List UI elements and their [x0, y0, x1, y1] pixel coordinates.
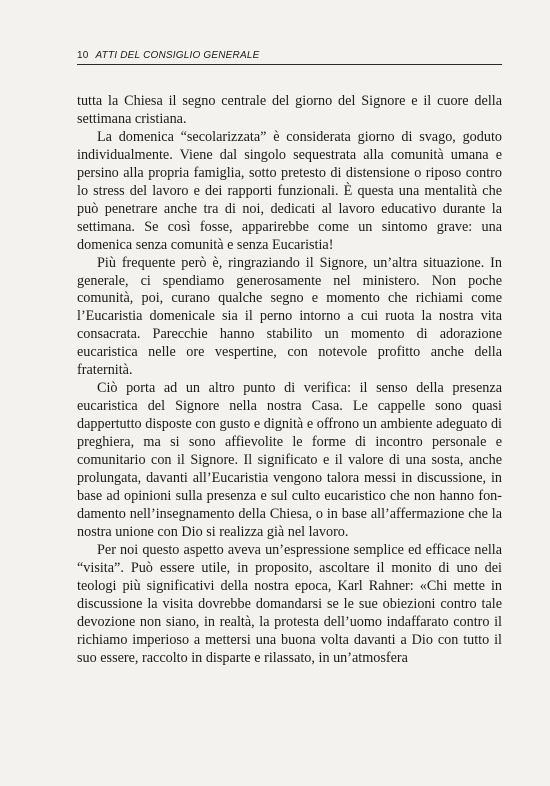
paragraph: Ciò porta ad un altro punto di verifica: il senso della presenza eucaristica del Signore nella nostra Casa. Le cappelle sono quasi dappertutto disposte con gusto e dignità e offrono un ambiente adeguato di preghiera, ma si sono affievolite le forme di incontro personale e comunitario con il Signore. Il significato e il valore di una sosta, anche prolungata, davanti all’Eucaristia vengono talora messi in discussione, in base ad opinioni sulla presenza e sul culto eucaristico che non hanno fondamento nell’insegnamento della Chiesa, o in base all’affermazione che la nostra unione con Dio si realizza già nel lavoro. [77, 380, 502, 540]
paragraph: La domenica “secolarizzata” è considerata giorno di svago, goduto individualmente. Viene dal singolo sequestrata alla comunità umana e persino alla propria famiglia, sotto pretesto di distensione o riposo contro lo stress del lavoro e dei rapporti funzionali. È questa una mentalità che può penetrare anche tra di noi, dedicati al lavoro educativo durante la settimana. Se così fosse, apparirebbe come un sintomo grave: una domenica senza comunità e senza Eucaristia! [77, 128, 502, 253]
running-header [77, 50, 502, 65]
body-text [77, 93, 502, 668]
paragraph: Per noi questo aspetto aveva un’espressione semplice ed efficace nella “visita”. Può essere utile, in proposito, ascoltare il monito di uno dei teologi più significativi della nostra epoca, Karl Rahner: «Chi mette in discussione la visita dovrebbe domandarsi se le sue obiezioni contro tale devozione non siano, in realtà, la protesta dell’uomo indaffarato contro il richiamo imperioso a mettersi una buona volta davanti a Dio con tutto il suo essere, raccolto in disparte e rilassato, in un’atmosfera [77, 541, 502, 666]
paragraph-continued: tutta la Chiesa il segno centrale del giorno del Signore e il cuore della settimana cristiana. [77, 93, 502, 127]
paragraph: Più frequente però è, ringraziando il Signore, un’altra situazione. In generale, ci spendiamo generosamente nel ministero. Non poche comunità, poi, curano qualche segno e momento che richiami come l’Eucaristia domenicale sia il perno intorno a cui ruota la nostra vita consacrata. Parecchie hanno stabilito un momento di adorazione eucaristica nelle ore vespertine, con notevole profitto anche della fraternità. [77, 254, 502, 379]
page-number: 10 [77, 50, 89, 61]
running-title: ATTI DEL CONSIGLIO GENERALE [95, 50, 260, 61]
